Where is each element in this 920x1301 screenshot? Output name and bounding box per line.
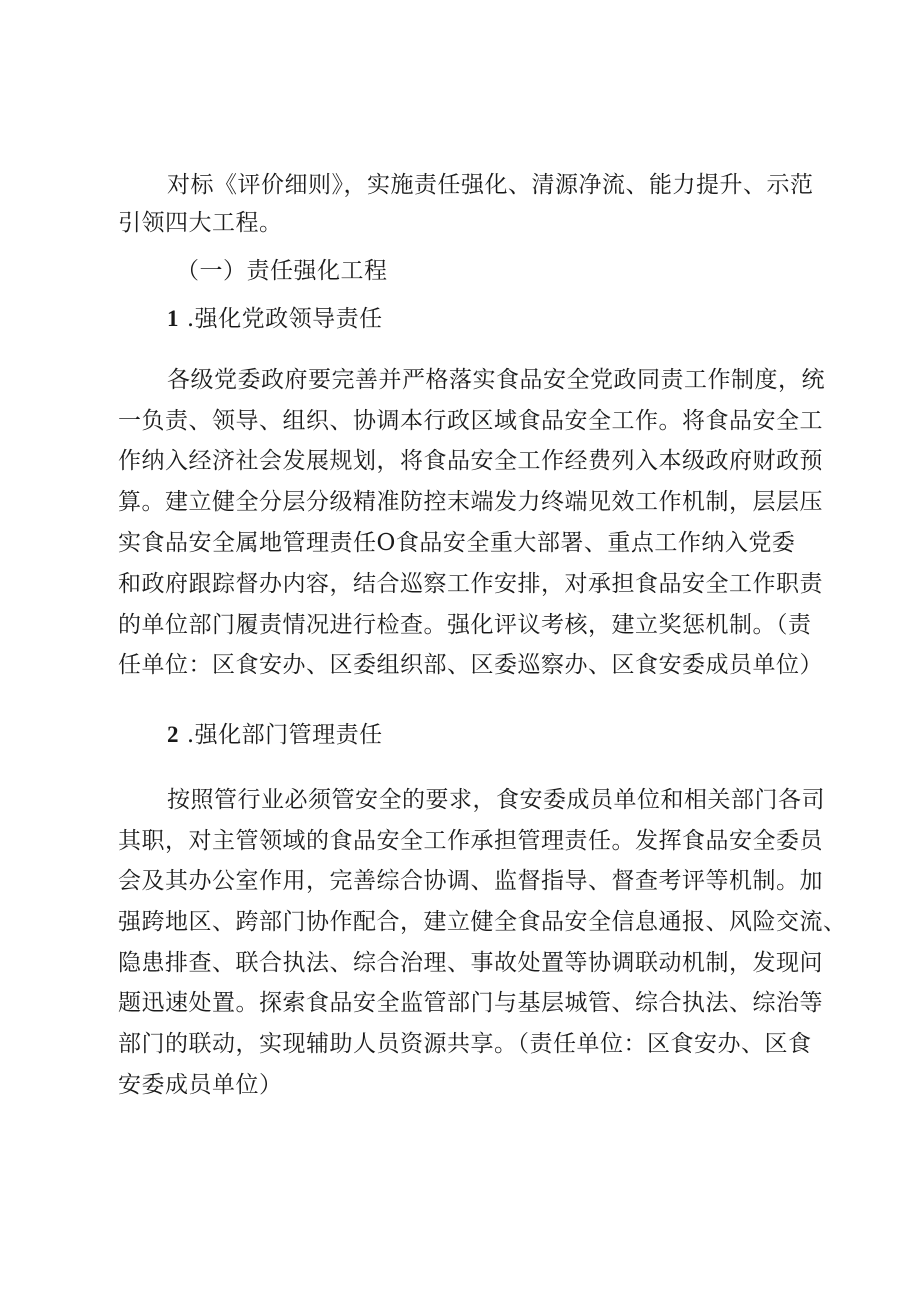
item-1-line-7: 的单位部门履责情况进行检查。强化评议考核，建立奖惩机制。（责 <box>118 612 812 638</box>
item-2-line-8: 安委成员单位） <box>118 1072 283 1098</box>
item-2-number: 2 <box>167 722 179 747</box>
item-1-heading <box>167 302 383 336</box>
item-1-line-1: 各级党委政府要完善并严格落实食品安全党政同责工作制度，统 <box>167 367 825 393</box>
item-1-line-5: 实食品安全属地管理责任O食品安全重大部署、重点工作纳入党委 <box>118 530 796 556</box>
item-2-line-4: 强跨地区、跨部门协作配合，建立健全食品安全信息通报、风险交流、 <box>118 909 847 935</box>
item-1-line-3: 作纳入经济社会发展规划，将食品安全工作经费列入本级政府财政预 <box>118 448 823 474</box>
item-1-line-2: 一负责、领导、组织、协调本行政区域食品安全工作。将食品安全工 <box>118 408 823 434</box>
item-2-line-1: 按照管行业必须管安全的要求，食安委成员单位和相关部门各司 <box>167 787 825 813</box>
item-1-line-8: 任单位：区食安办、区委组织部、区委巡察办、区食安委成员单位） <box>118 652 823 678</box>
item-1-title: .强化党政领导责任 <box>186 306 383 332</box>
intro-line-2: 引领四大工程。 <box>118 210 283 236</box>
item-2-line-3: 会及其办公室作用，完善综合协调、监督指导、督查考评等机制。加 <box>118 868 823 894</box>
item-2-line-7: 部门的联动，实现辅助人员资源共享。（责任单位：区食安办、区食 <box>118 1031 812 1057</box>
item-2-title: .强化部门管理责任 <box>186 722 383 748</box>
item-2-line-6: 题迅速处置。探索食品安全监管部门与基层城管、综合执法、综治等 <box>118 990 823 1016</box>
item-1-number: 1 <box>167 306 179 331</box>
item-2-heading <box>167 718 383 752</box>
intro-line-1: 对标《评价细则》，实施责任强化、清源净流、能力提升、示范 <box>167 172 814 198</box>
item-1-line-4: 算。建立健全分层分级精准防控末端发力终端见效工作机制，层层压 <box>118 489 823 515</box>
item-2-line-5: 隐患排查、联合执法、综合治理、事故处置等协调联动机制，发现问 <box>118 950 823 976</box>
item-1-line-6: 和政府跟踪督办内容，结合巡察工作安排，对承担食品安全工作职责 <box>118 571 823 597</box>
item-2-line-2: 其职，对主管领域的食品安全工作承担管理责任。发挥食品安全委员 <box>118 828 823 854</box>
section-title: （一）责任强化工程 <box>176 258 388 284</box>
